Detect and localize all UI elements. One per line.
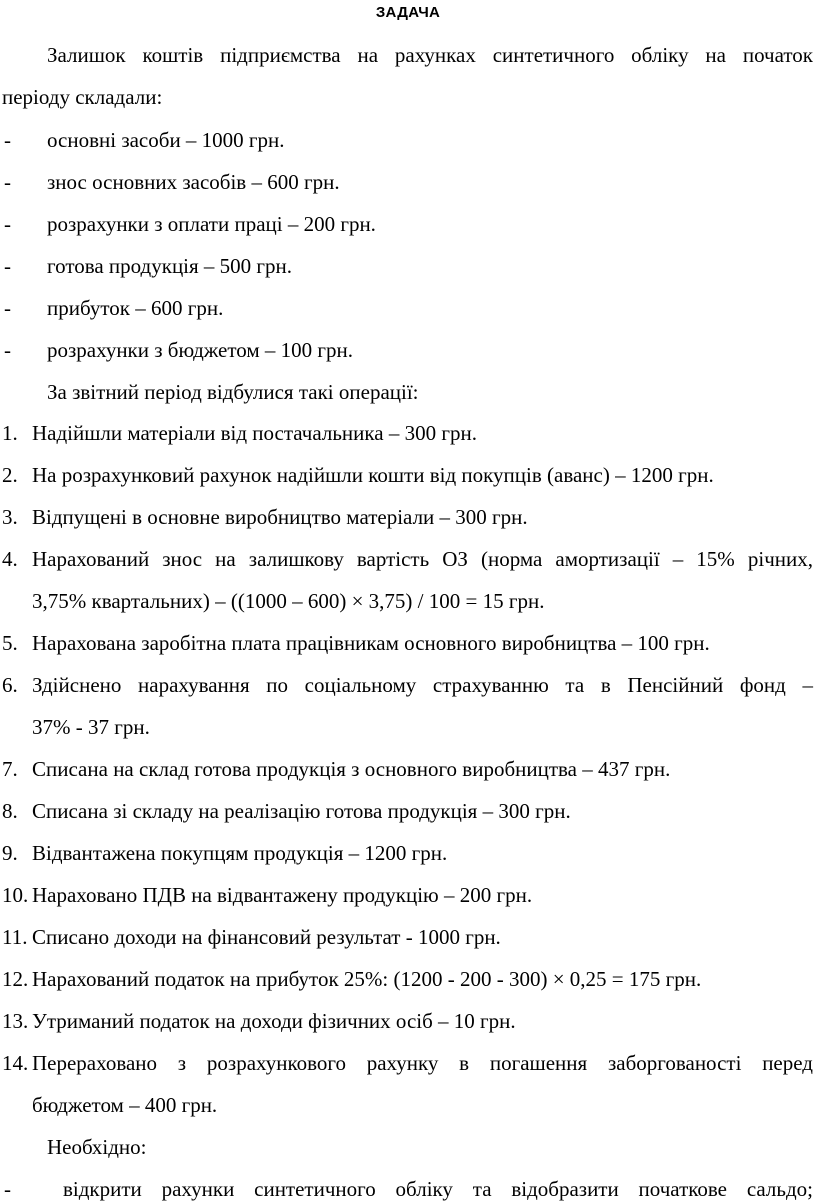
list-item-text: Здійснено нарахування по соціальному страхуванню та в Пенсійний фонд – [32, 673, 813, 697]
list-item-text: На розрахунковий рахунок надійшли кошти від покупців (аванс) – 1200 грн. [32, 463, 714, 487]
list-item-text: Нарахований податок на прибуток 25%: (1200 - 200 - 300) × 0,25 = 175 грн. [32, 967, 702, 991]
list-item-text: Перераховано з розрахункового рахунку в погашення заборгованості перед [32, 1051, 813, 1075]
list-item-text: Відпущені в основне виробництво матеріали – 300 грн. [32, 505, 528, 529]
list-dash: - [4, 254, 11, 278]
list-dash: - [4, 1177, 11, 1201]
list-number: 5. [2, 631, 18, 655]
required-intro: Необхідно: [47, 1135, 147, 1159]
list-number: 4. [2, 547, 18, 571]
list-item-text: Відвантажена покупцям продукція – 1200 грн. [32, 841, 448, 865]
list-item-text: Надійшли матеріали від постачальника – 300 грн. [32, 421, 477, 445]
list-dash: - [4, 128, 11, 152]
list-item-text: Нарахована заробітна плата працівникам основного виробництва – 100 грн. [32, 631, 710, 655]
list-item-text: готова продукція – 500 грн. [47, 254, 293, 278]
list-number: 1. [2, 421, 18, 445]
list-item-text: знос основних засобів – 600 грн. [47, 170, 340, 194]
list-item-continuation: 3,75% квартальних) – ((1000 – 600) × 3,75) / 100 = 15 грн. [32, 589, 545, 613]
list-item-text: Списана зі складу на реалізацію готова продукція – 300 грн. [32, 799, 571, 823]
list-number: 3. [2, 505, 18, 529]
list-item-text: основні засоби – 1000 грн. [47, 128, 285, 152]
intro-line-1: Залишок коштів підприємства на рахунках синтетичного обліку на початок [47, 43, 813, 67]
list-number: 11. [2, 925, 28, 949]
list-number: 10. [2, 883, 29, 907]
list-number: 13. [2, 1009, 29, 1033]
list-dash: - [4, 170, 11, 194]
operations-intro: За звітний період відбулися такі операції: [47, 380, 419, 404]
document-title: ЗАДАЧА [375, 4, 441, 21]
list-number: 12. [2, 967, 29, 991]
list-item-text: Списана на склад готова продукція з основного виробництва – 437 грн. [32, 757, 671, 781]
list-number: 14. [2, 1051, 29, 1075]
list-number: 9. [2, 841, 18, 865]
list-item-text: прибуток – 600 грн. [47, 296, 224, 320]
list-number: 8. [2, 799, 18, 823]
intro-line-2: періоду складали: [2, 85, 163, 109]
list-dash: - [4, 338, 11, 362]
list-item-text: розрахунки з оплати праці – 200 грн. [47, 212, 376, 236]
list-number: 6. [2, 673, 18, 697]
list-number: 7. [2, 757, 18, 781]
list-item-continuation: 37% - 37 грн. [32, 715, 150, 739]
list-item-text: відкрити рахунки синтетичного обліку та відобразити початкове сальдо; [63, 1177, 813, 1201]
list-dash: - [4, 212, 11, 236]
list-item-text: Нарахований знос на залишкову вартість ОЗ (норма амортизації – 15% річних, [32, 547, 813, 571]
list-item-text: розрахунки з бюджетом – 100 грн. [47, 338, 353, 362]
list-item-text: Утриманий податок на доходи фізичних осіб – 10 грн. [32, 1009, 516, 1033]
list-dash: - [4, 296, 11, 320]
list-item-text: Списано доходи на фінансовий результат - 1000 грн. [32, 925, 501, 949]
list-item-continuation: бюджетом – 400 грн. [32, 1093, 218, 1117]
list-item-text: Нараховано ПДВ на відвантажену продукцію – 200 грн. [32, 883, 533, 907]
list-number: 2. [2, 463, 18, 487]
